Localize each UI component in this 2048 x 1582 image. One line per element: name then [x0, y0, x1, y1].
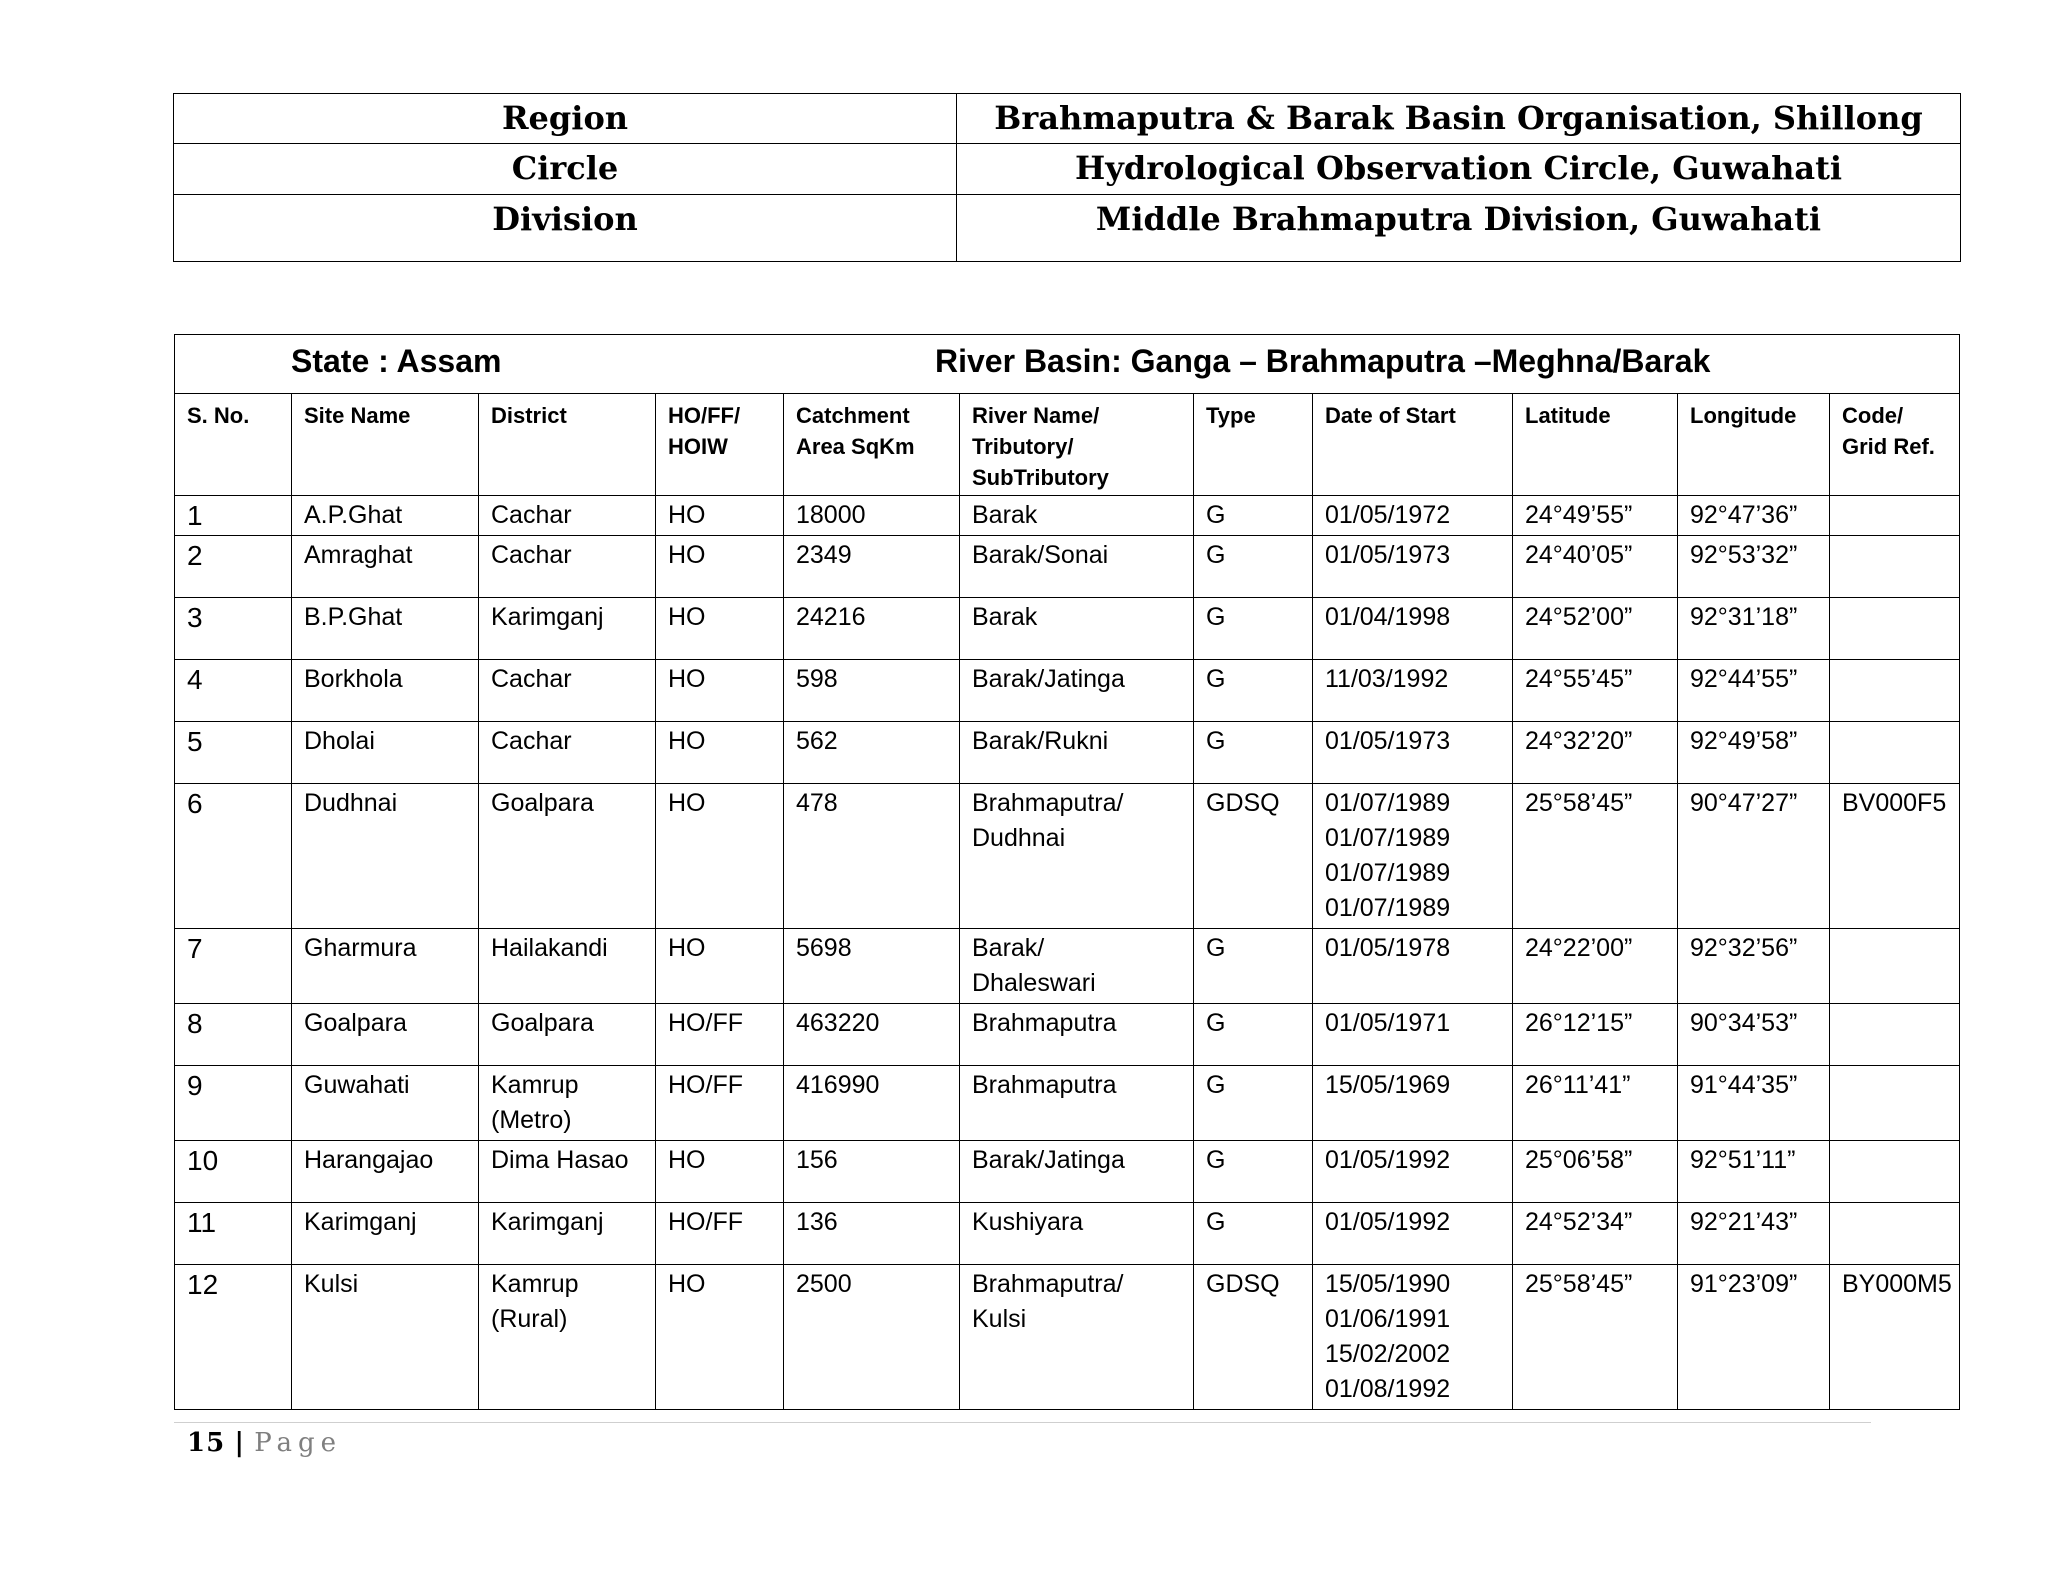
cell-sno: 5	[175, 722, 292, 784]
cell-river	[960, 660, 1194, 722]
cell-river	[960, 1066, 1194, 1141]
cell-site-name: Borkhola	[292, 660, 479, 722]
header-value-circle: Hydrological Observation Circle, Guwahati	[957, 144, 1961, 195]
cell-district-line: Cachar	[491, 501, 572, 529]
header-label-region: Region	[174, 94, 957, 144]
cell-ho: HO	[656, 1141, 784, 1203]
header-value-region: Brahmaputra & Barak Basin Organisation, Shillong	[957, 94, 1961, 144]
cell-longitude: 90°34’53”	[1678, 1004, 1830, 1066]
cell-district	[479, 496, 656, 536]
cell-river	[960, 1265, 1194, 1410]
cell-river-line: Barak/Rukni	[972, 727, 1109, 755]
cell-catchment: 24216	[784, 598, 960, 660]
cell-date-line: 11/03/1992	[1325, 665, 1449, 693]
cell-sno: 4	[175, 660, 292, 722]
cell-type: GDSQ	[1194, 784, 1313, 929]
cell-date	[1313, 784, 1513, 929]
cell-code	[1830, 496, 1960, 536]
page-footer	[187, 1428, 342, 1458]
cell-longitude: 91°23’09”	[1678, 1265, 1830, 1410]
cell-river-line: Kulsi	[972, 1305, 1027, 1333]
header-label-division: Division	[174, 195, 957, 262]
footer-separator: |	[234, 1428, 245, 1458]
cell-date-line: 01/05/1992	[1325, 1146, 1451, 1174]
cell-sno: 2	[175, 536, 292, 598]
col-header-longitude: Longitude	[1678, 394, 1830, 496]
cell-date-line: 01/07/1989	[1325, 859, 1451, 887]
cell-date-line: 01/08/1992	[1325, 1375, 1451, 1403]
cell-river-line: Barak/Sonai	[972, 541, 1109, 569]
header-table	[173, 93, 1961, 262]
cell-sno: 1	[175, 496, 292, 536]
cell-type: G	[1194, 598, 1313, 660]
cell-ho: HO/FF	[656, 1004, 784, 1066]
cell-sno: 7	[175, 929, 292, 1004]
cell-date-line: 01/05/1973	[1325, 727, 1451, 755]
cell-date	[1313, 1203, 1513, 1265]
table-row	[175, 1004, 1960, 1066]
cell-longitude: 92°44’55”	[1678, 660, 1830, 722]
col-header-latitude: Latitude	[1513, 394, 1678, 496]
cell-date	[1313, 660, 1513, 722]
cell-longitude: 92°51’11”	[1678, 1141, 1830, 1203]
cell-site-name: B.P.Ghat	[292, 598, 479, 660]
cell-river-line: Dudhnai	[972, 824, 1066, 852]
cell-longitude: 92°47’36”	[1678, 496, 1830, 536]
cell-ho: HO	[656, 1265, 784, 1410]
cell-type: G	[1194, 1004, 1313, 1066]
cell-district-line: Cachar	[491, 665, 572, 693]
cell-district-line: Karimganj	[491, 603, 604, 631]
cell-date-line: 01/07/1989	[1325, 824, 1451, 852]
cell-sno: 9	[175, 1066, 292, 1141]
col-header-date: Date of Start	[1313, 394, 1513, 496]
cell-date-line: 01/05/1992	[1325, 1208, 1451, 1236]
cell-code: BV000F5	[1830, 784, 1960, 929]
cell-district	[479, 1066, 656, 1141]
cell-latitude: 25°58’45”	[1513, 784, 1678, 929]
cell-date-line: 01/07/1989	[1325, 894, 1451, 922]
cell-river	[960, 496, 1194, 536]
cell-district	[479, 784, 656, 929]
cell-river-line: Barak/Jatinga	[972, 1146, 1125, 1174]
cell-district-line: Karimganj	[491, 1208, 604, 1236]
cell-longitude: 92°53’32”	[1678, 536, 1830, 598]
cell-catchment: 562	[784, 722, 960, 784]
col-header-site-name: Site Name	[292, 394, 479, 496]
header-value-division: Middle Brahmaputra Division, Guwahati	[957, 195, 1961, 262]
cell-date-line: 01/05/1973	[1325, 541, 1451, 569]
col-header-code: Code/ Grid Ref.	[1830, 394, 1960, 496]
cell-date	[1313, 722, 1513, 784]
cell-latitude: 24°40’05”	[1513, 536, 1678, 598]
cell-site-name: Dholai	[292, 722, 479, 784]
cell-longitude: 92°21’43”	[1678, 1203, 1830, 1265]
cell-site-name: Amraghat	[292, 536, 479, 598]
cell-date-line: 01/05/1978	[1325, 934, 1451, 962]
col-header-sno: S. No.	[175, 394, 292, 496]
cell-district-line: (Rural)	[491, 1305, 568, 1333]
cell-district-line: (Metro)	[491, 1106, 572, 1134]
cell-date	[1313, 1141, 1513, 1203]
cell-district	[479, 1141, 656, 1203]
cell-date-line: 01/04/1998	[1325, 603, 1451, 631]
table-body	[175, 496, 1960, 1410]
cell-type: G	[1194, 929, 1313, 1004]
cell-river-line: Kushiyara	[972, 1208, 1084, 1236]
cell-ho: HO	[656, 660, 784, 722]
cell-district-line: Cachar	[491, 727, 572, 755]
cell-date-line: 15/05/1990	[1325, 1270, 1451, 1298]
table-row	[175, 496, 1960, 536]
cell-ho: HO	[656, 784, 784, 929]
cell-date-line: 01/05/1971	[1325, 1009, 1451, 1037]
cell-code	[1830, 1141, 1960, 1203]
cell-district	[479, 722, 656, 784]
cell-district	[479, 1004, 656, 1066]
cell-district	[479, 660, 656, 722]
cell-river-line: Dhaleswari	[972, 969, 1096, 997]
table-row	[175, 1265, 1960, 1410]
cell-code	[1830, 1203, 1960, 1265]
cell-code	[1830, 598, 1960, 660]
cell-river-line: Brahmaputra/	[972, 789, 1124, 817]
table-row	[175, 598, 1960, 660]
cell-type: G	[1194, 1141, 1313, 1203]
col-header-catchment: Catchment Area SqKm	[784, 394, 960, 496]
cell-type: G	[1194, 1203, 1313, 1265]
cell-site-name: Gharmura	[292, 929, 479, 1004]
cell-longitude: 92°49’58”	[1678, 722, 1830, 784]
cell-latitude: 24°32’20”	[1513, 722, 1678, 784]
table-row	[175, 660, 1960, 722]
cell-district-line: Goalpara	[491, 789, 594, 817]
cell-catchment: 463220	[784, 1004, 960, 1066]
cell-date-line: 15/05/1969	[1325, 1071, 1451, 1099]
cell-longitude: 92°32’56”	[1678, 929, 1830, 1004]
cell-river	[960, 784, 1194, 929]
cell-latitude: 24°52’00”	[1513, 598, 1678, 660]
cell-river-line: Barak	[972, 603, 1038, 631]
cell-river	[960, 536, 1194, 598]
table-row	[175, 722, 1960, 784]
cell-code	[1830, 929, 1960, 1004]
table-title-row	[175, 335, 1960, 394]
cell-code	[1830, 1004, 1960, 1066]
cell-river-line: Brahmaputra	[972, 1071, 1117, 1099]
cell-type: G	[1194, 496, 1313, 536]
cell-district-line: Kamrup	[491, 1270, 579, 1298]
cell-date	[1313, 1265, 1513, 1410]
cell-longitude: 92°31’18”	[1678, 598, 1830, 660]
header-row-region	[174, 94, 1961, 144]
cell-latitude: 24°49’55”	[1513, 496, 1678, 536]
cell-river-line: Barak/Jatinga	[972, 665, 1125, 693]
cell-ho: HO/FF	[656, 1203, 784, 1265]
header-label-circle: Circle	[174, 144, 957, 195]
cell-district-line: Kamrup	[491, 1071, 579, 1099]
cell-latitude: 25°58’45”	[1513, 1265, 1678, 1410]
cell-river	[960, 1203, 1194, 1265]
cell-ho: HO	[656, 929, 784, 1004]
cell-river	[960, 1141, 1194, 1203]
site-table	[174, 334, 1960, 1410]
cell-date-line: 01/07/1989	[1325, 789, 1451, 817]
footer-divider	[174, 1422, 1871, 1423]
cell-catchment: 598	[784, 660, 960, 722]
cell-district	[479, 1265, 656, 1410]
cell-district	[479, 598, 656, 660]
cell-river	[960, 929, 1194, 1004]
cell-type: G	[1194, 536, 1313, 598]
river-basin-title: River Basin: Ganga – Brahmaputra –Meghna/Barak	[935, 343, 1711, 379]
cell-latitude: 26°12’15”	[1513, 1004, 1678, 1066]
col-header-district: District	[479, 394, 656, 496]
cell-sno: 6	[175, 784, 292, 929]
page-word: Page	[254, 1428, 343, 1458]
table-row	[175, 929, 1960, 1004]
col-header-ho: HO/FF/ HOIW	[656, 394, 784, 496]
cell-catchment: 5698	[784, 929, 960, 1004]
col-header-type: Type	[1194, 394, 1313, 496]
cell-date-line: 15/02/2002	[1325, 1340, 1451, 1368]
cell-latitude: 26°11’41”	[1513, 1066, 1678, 1141]
col-header-river: River Name/ Tributory/ SubTributory	[960, 394, 1194, 496]
table-row	[175, 784, 1960, 929]
header-row-circle	[174, 144, 1961, 195]
cell-catchment: 2500	[784, 1265, 960, 1410]
cell-date-line: 01/06/1991	[1325, 1305, 1451, 1333]
cell-catchment: 156	[784, 1141, 960, 1203]
cell-ho: HO	[656, 722, 784, 784]
cell-catchment: 2349	[784, 536, 960, 598]
cell-site-name: Goalpara	[292, 1004, 479, 1066]
table-row	[175, 1203, 1960, 1265]
cell-site-name: Dudhnai	[292, 784, 479, 929]
cell-district-line: Goalpara	[491, 1009, 594, 1037]
cell-river	[960, 722, 1194, 784]
cell-river-line: Barak/	[972, 934, 1045, 962]
cell-code	[1830, 722, 1960, 784]
cell-site-name: Kulsi	[292, 1265, 479, 1410]
cell-district-line: Dima Hasao	[491, 1146, 629, 1174]
cell-ho: HO	[656, 496, 784, 536]
cell-longitude: 90°47’27”	[1678, 784, 1830, 929]
cell-latitude: 24°52’34”	[1513, 1203, 1678, 1265]
cell-catchment: 136	[784, 1203, 960, 1265]
cell-river	[960, 598, 1194, 660]
column-header-row	[175, 394, 1960, 496]
cell-date-line: 01/05/1972	[1325, 501, 1451, 529]
cell-site-name: Guwahati	[292, 1066, 479, 1141]
cell-latitude: 25°06’58”	[1513, 1141, 1678, 1203]
cell-district	[479, 1203, 656, 1265]
cell-catchment: 478	[784, 784, 960, 929]
cell-river-line: Brahmaputra/	[972, 1270, 1124, 1298]
cell-date	[1313, 929, 1513, 1004]
cell-ho: HO/FF	[656, 1066, 784, 1141]
table-row	[175, 1066, 1960, 1141]
cell-district	[479, 536, 656, 598]
cell-date	[1313, 1004, 1513, 1066]
cell-catchment: 416990	[784, 1066, 960, 1141]
cell-code: BY000M5	[1830, 1265, 1960, 1410]
cell-latitude: 24°22’00”	[1513, 929, 1678, 1004]
cell-type: G	[1194, 660, 1313, 722]
cell-sno: 10	[175, 1141, 292, 1203]
cell-sno: 12	[175, 1265, 292, 1410]
cell-site-name: Karimganj	[292, 1203, 479, 1265]
cell-site-name: Harangajao	[292, 1141, 479, 1203]
cell-longitude: 91°44’35”	[1678, 1066, 1830, 1141]
header-row-division	[174, 195, 1961, 262]
table-row	[175, 536, 1960, 598]
cell-code	[1830, 660, 1960, 722]
cell-date	[1313, 496, 1513, 536]
cell-date	[1313, 598, 1513, 660]
cell-river-line: Barak	[972, 501, 1038, 529]
cell-type: GDSQ	[1194, 1265, 1313, 1410]
state-title: State : Assam	[291, 343, 502, 379]
cell-catchment: 18000	[784, 496, 960, 536]
cell-sno: 11	[175, 1203, 292, 1265]
cell-river-line: Brahmaputra	[972, 1009, 1117, 1037]
page-number: 15	[187, 1428, 226, 1458]
cell-sno: 8	[175, 1004, 292, 1066]
cell-district-line: Hailakandi	[491, 934, 608, 962]
cell-code	[1830, 1066, 1960, 1141]
cell-code	[1830, 536, 1960, 598]
cell-ho: HO	[656, 598, 784, 660]
cell-river	[960, 1004, 1194, 1066]
cell-site-name: A.P.Ghat	[292, 496, 479, 536]
cell-district	[479, 929, 656, 1004]
cell-date	[1313, 536, 1513, 598]
cell-type: G	[1194, 1066, 1313, 1141]
cell-ho: HO	[656, 536, 784, 598]
cell-type: G	[1194, 722, 1313, 784]
cell-date	[1313, 1066, 1513, 1141]
cell-district-line: Cachar	[491, 541, 572, 569]
table-row	[175, 1141, 1960, 1203]
cell-sno: 3	[175, 598, 292, 660]
cell-latitude: 24°55’45”	[1513, 660, 1678, 722]
